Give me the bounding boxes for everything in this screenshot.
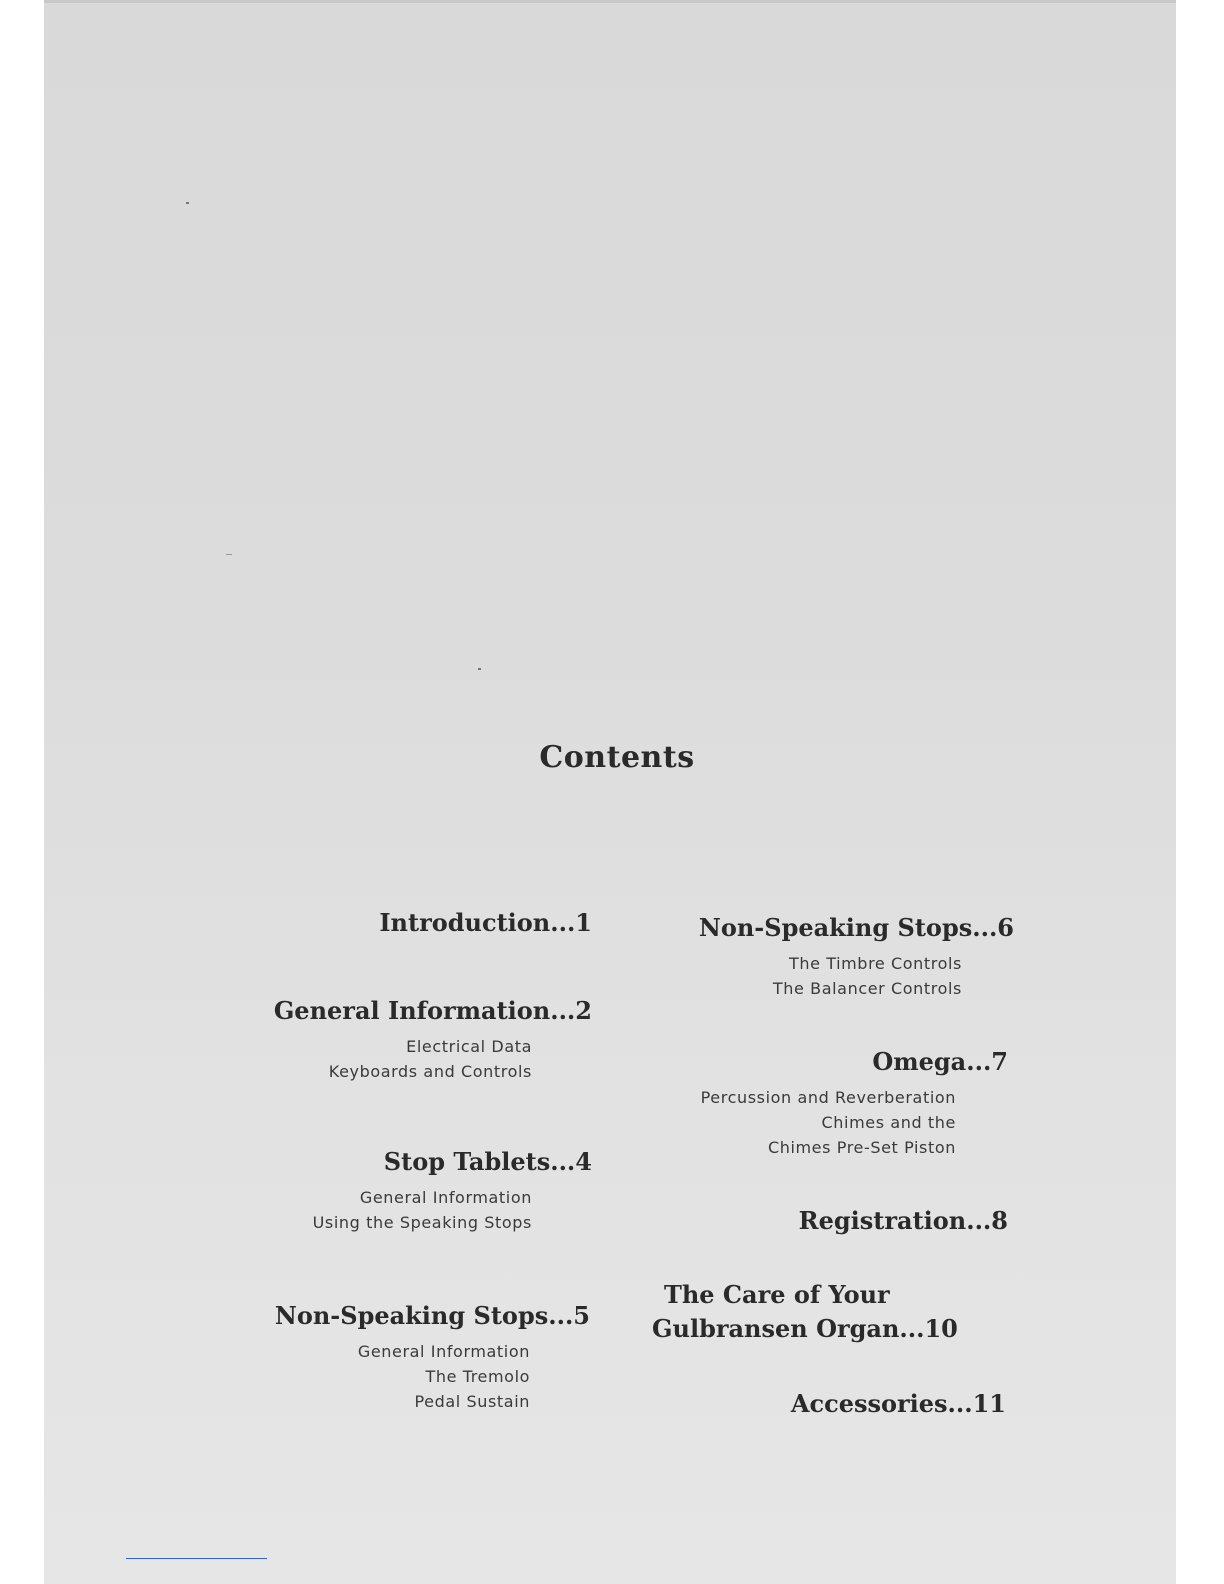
toc-heading: Non-Speaking Stops...6 [698,913,1014,942]
toc-heading: General Information...2 [273,996,592,1025]
toc-heading: Accessories...11 [790,1389,1006,1418]
toc-subentry: Electrical Data [406,1037,532,1056]
toc-entry-registration [799,1204,1008,1238]
toc-heading: Omega...7 [872,1047,1008,1076]
toc-subentry: Pedal Sustain [414,1392,530,1411]
blue-rule [126,1558,267,1559]
toc-heading: Registration...8 [798,1206,1008,1235]
toc-heading-line: The Care of Your [664,1280,890,1309]
toc-subentry: General Information [357,1342,530,1361]
toc-heading: Stop Tablets...4 [383,1147,592,1176]
scan-speck [478,668,481,670]
scan-speck [186,202,189,204]
toc-subentry: The Tremolo [425,1367,530,1386]
toc-entry-non-speaking-stops-6 [699,911,1014,1001]
toc-subentries [701,1085,1008,1160]
toc-subentries [274,1034,592,1084]
toc-subentry: The Timbre Controls [788,954,962,973]
page-top-edge [44,0,1176,3]
toc-entry-accessories [791,1387,1006,1421]
toc-entry-stop-tablets [313,1145,592,1235]
toc-heading: Introduction...1 [379,908,592,937]
toc-subentry: Percussion and Reverberation [700,1088,956,1107]
toc-subentry: Chimes Pre-Set Piston [767,1138,956,1157]
document-page [44,0,1176,1584]
toc-subentry: Using the Speaking Stops [312,1213,532,1232]
toc-heading: Non-Speaking Stops...5 [274,1301,590,1330]
contents-title: Contents [539,740,695,775]
toc-subentries [275,1339,590,1414]
scan-speck [226,554,232,555]
toc-subentries [699,951,1014,1001]
toc-subentry: The Balancer Controls [772,979,962,998]
toc-entry-omega [701,1045,1008,1160]
toc-subentries [313,1185,592,1235]
toc-heading-line: Gulbransen Organ...10 [652,1314,958,1343]
toc-entry-care-of-organ [652,1278,958,1346]
toc-subentry: Keyboards and Controls [328,1062,532,1081]
toc-entry-introduction [379,906,592,940]
toc-subentry: Chimes and the [821,1113,956,1132]
toc-entry-general-information [274,994,592,1084]
toc-subentry: General Information [359,1188,532,1207]
toc-entry-non-speaking-stops-5 [275,1299,590,1414]
